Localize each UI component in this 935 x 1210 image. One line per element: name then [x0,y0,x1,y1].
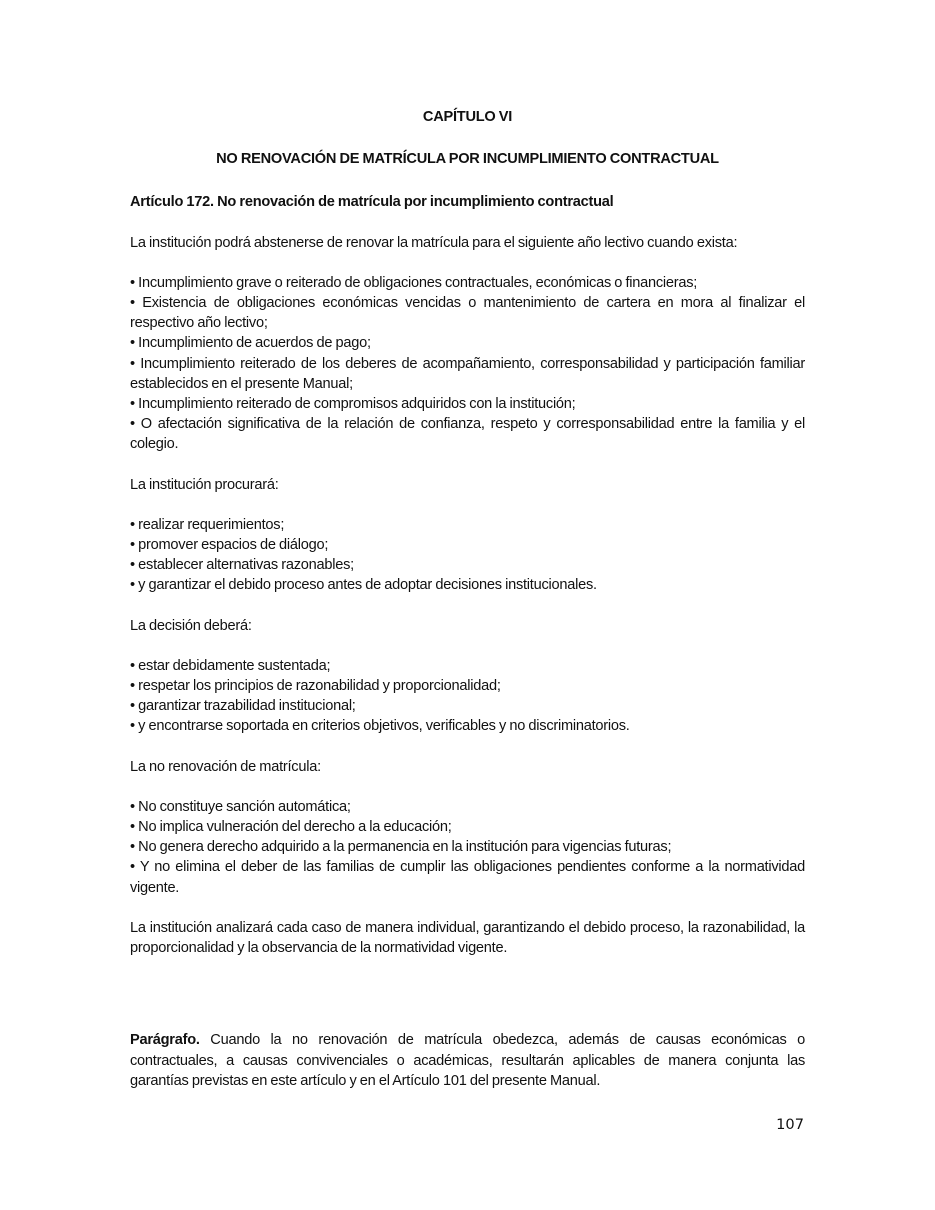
list-item: • y encontrarse soportada en criterios objetivos, verificables y no discriminatorios. [130,718,630,735]
paragrafo-text: Cuando la no renovación de matrícula obedezca, además de causas económicas o contractuales, a causas convivenciales o académicas, resultarán aplicables de manera conjunta las garantías previstas en este artículo y en el Artículo 101 del presente Manual. [130,1032,805,1089]
section-heading: NO RENOVACIÓN DE MATRÍCULA POR INCUMPLIMIENTO CONTRACTUAL [216,151,719,168]
chapter-heading: CAPÍTULO VI [422,109,513,125]
list-item: • establecer alternativas razonables; [130,557,354,574]
nonrenewal-list [130,797,805,898]
decision-list [130,656,805,737]
article-title: Artículo 172. No renovación de matrícula por incumplimiento contractual [130,194,614,211]
list-item: • No constituye sanción automática; [130,798,351,815]
conditions-list [130,273,805,455]
decision-intro: La decisión deberá: [130,617,252,634]
closing-paragraph: La institución analizará cada caso de manera individual, garantizando el debido proceso, la razonabilidad, la proporcionalidad y la observancia de la normatividad vigente. [130,919,805,957]
list-item: • No implica vulneración del derecho a la educación; [130,819,452,836]
list-item: • promover espacios de diálogo; [130,537,329,554]
list-item: • Incumplimiento grave o reiterado de obligaciones contractuales, económicas o financieras; [130,274,698,291]
list-item: • garantizar trazabilidad institucional; [130,698,356,715]
list-item: • Incumplimiento de acuerdos de pago; [130,335,371,352]
list-item: • O afectación significativa de la relación de confianza, respeto y corresponsabilidad entre la familia y el colegio. [130,416,805,453]
page-number: 107 [776,1116,804,1133]
list-item: • Y no elimina el deber de las familias de cumplir las obligaciones pendientes conforme a la normatividad vigente. [130,859,805,896]
intro-paragraph: La institución podrá abstenerse de renovar la matrícula para el siguiente año lectivo cuando exista: [130,234,738,251]
procure-list [130,515,805,596]
list-item: • Existencia de obligaciones económicas vencidas o mantenimiento de cartera en mora al finalizar el respectivo año lectivo; [130,295,805,332]
paragrafo-label: Parágrafo. [130,1032,200,1049]
list-item: • Incumplimiento reiterado de compromisos adquiridos con la institución; [130,396,576,413]
document-page [130,107,805,1091]
paragrafo-paragraph [130,1030,805,1091]
nonrenewal-intro: La no renovación de matrícula: [130,758,321,775]
list-item: • Incumplimiento reiterado de los deberes de acompañamiento, corresponsabilidad y participación familiar establecidos en el presente Manual; [130,355,805,392]
list-item: • respetar los principios de razonabilidad y proporcionalidad; [130,678,501,695]
list-item: • No genera derecho adquirido a la permanencia en la institución para vigencias futuras; [130,839,672,856]
spacer [130,978,805,1030]
procure-intro: La institución procurará: [130,476,279,493]
list-item: • realizar requerimientos; [130,516,285,533]
list-item: • estar debidamente sustentada; [130,657,331,674]
list-item: • y garantizar el debido proceso antes de adoptar decisiones institucionales. [130,577,597,594]
